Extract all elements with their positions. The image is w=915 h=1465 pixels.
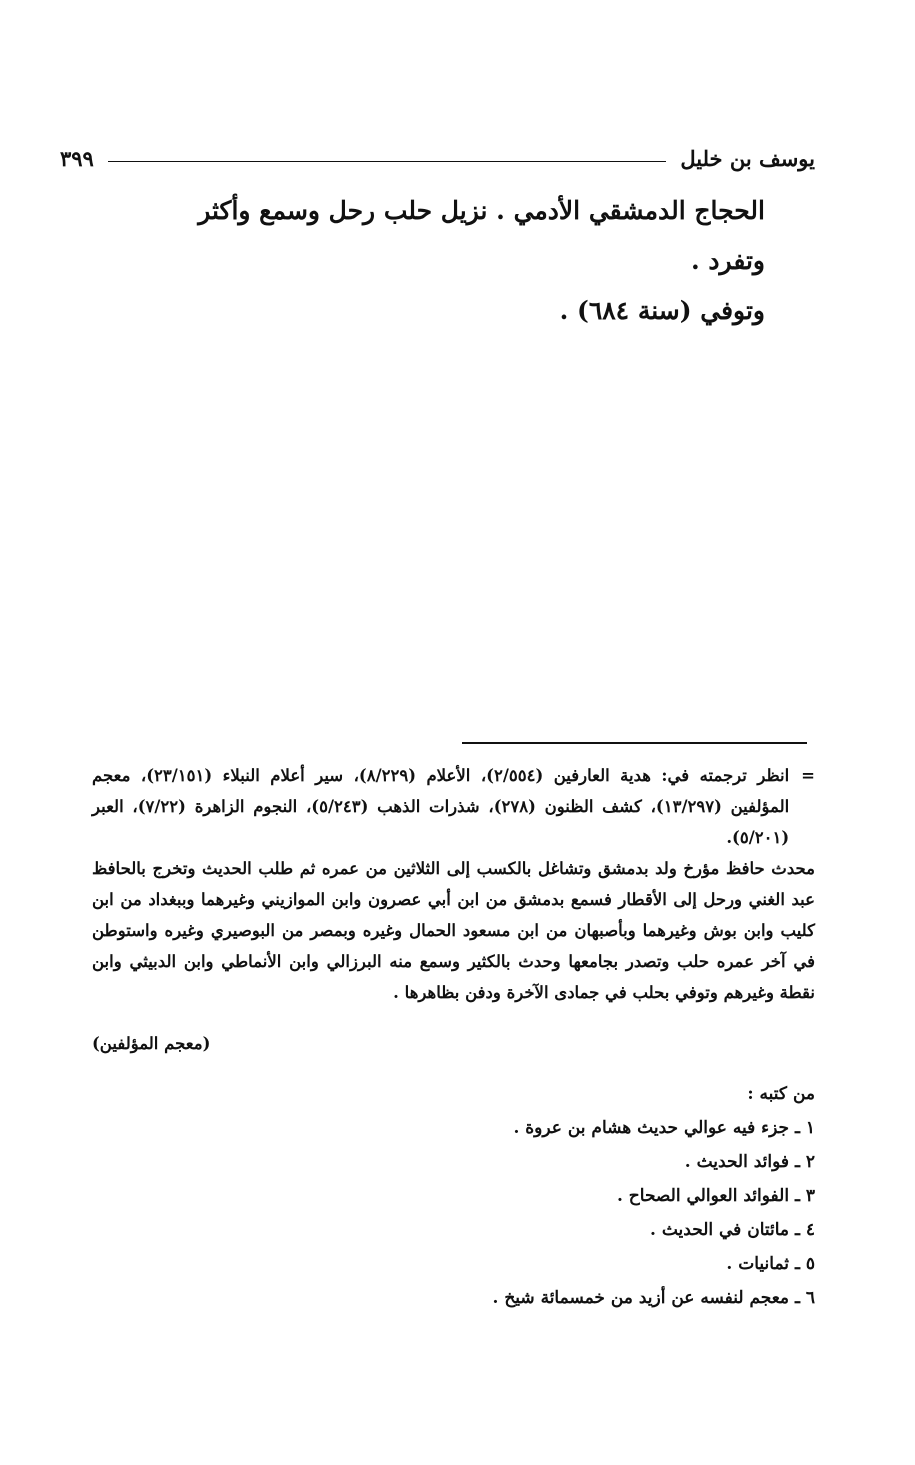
page-header <box>60 146 815 171</box>
page-number: ٣٩٩ <box>60 146 94 171</box>
book-item: ٣ ـ الفوائد العوالي الصحاح . <box>616 1186 815 1206</box>
book-item: ١ ـ جزء فيه عوالي حديث هشام بن عروة . <box>513 1118 815 1138</box>
main-text <box>140 186 765 336</box>
footnotes <box>92 760 815 1315</box>
biography-paragraph: محدث حافظ مؤرخ ولد بدمشق وتشاغل بالكسب إلى الثلاثين من عمره ثم طلب الحديث وتخرج بالحافظ عبد الغني ورحل إلى الأقطار فسمع بدمشق من ابن أبي عصرون وابن الموازيني وغيرهما وببغداد من ابن كليب وابن بوش وغيرهما وبأصبهان من ابن مسعود الحمال وغيره وبمصر من البوصيري وغيره واستوطن في آخر عمره حلب وتصدر بجامعها وحدث بالكثير وسمع منه البرزالي وابن الأنماطي وابن الدبيثي وابن نقطة وغيرهم وتوفي بحلب في جمادى الآخرة ودفن بظاهرها . <box>92 859 815 1002</box>
books-list <box>92 1111 815 1315</box>
main-line-2: وتوفي (سنة ٦٨٤) . <box>559 296 765 325</box>
book-item: ٦ ـ معجم لنفسه عن أزيد من خمسمائة شيخ . <box>492 1288 815 1308</box>
books-heading: من كتبه : <box>747 1084 815 1104</box>
continuation-mark: = <box>801 766 815 785</box>
header-rule <box>108 161 667 162</box>
main-line-1: الحجاج الدمشقي الأدمي . نزيل حلب رحل وسمع وأكثر وتفرد . <box>198 196 765 275</box>
book-item: ٥ ـ ثمانيات . <box>726 1254 815 1274</box>
footnote-separator <box>462 742 807 744</box>
running-title: يوسف بن خليل <box>680 146 815 171</box>
references-paragraph: انظر ترجمته في: هدية العارفين (٢/٥٥٤)، الأعلام (٨/٢٢٩)، سير أعلام النبلاء (٢٣/١٥١)، معجم المؤلفين (١٣/٢٩٧)، كشف الظنون (٢٧٨)، شذرات الذهب (٥/٢٤٣)، النجوم الزاهرة (٧/٢٢)، العبر (٥/٢٠١). <box>92 766 790 847</box>
book-item: ٤ ـ مائتان في الحديث . <box>650 1220 815 1240</box>
books-section <box>92 1077 815 1315</box>
source-citation: (معجم المؤلفين) <box>92 1034 211 1053</box>
footnote-references <box>92 760 815 853</box>
book-item: ٢ ـ فوائد الحديث . <box>684 1152 815 1172</box>
